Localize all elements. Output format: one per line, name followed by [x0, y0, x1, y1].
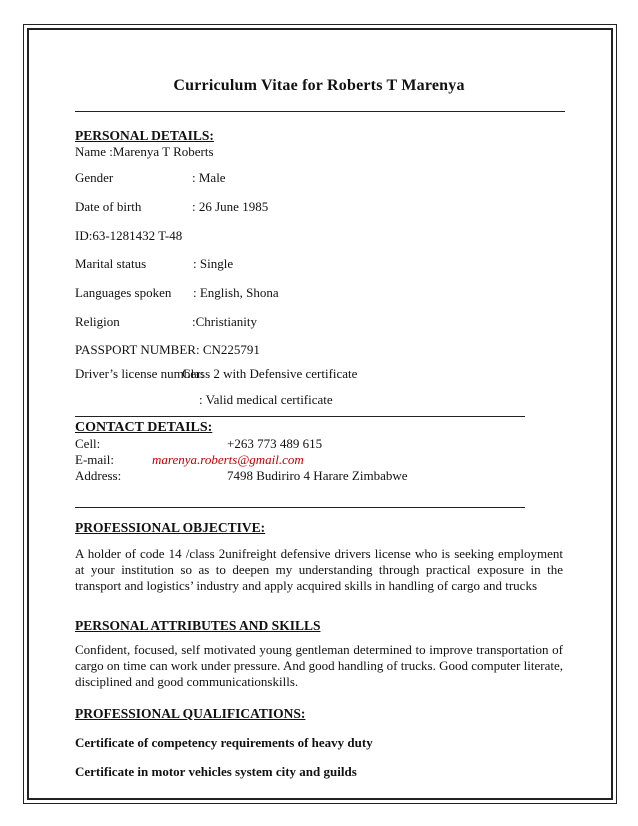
email-label: E-mail: — [75, 452, 114, 467]
personal-divider — [75, 416, 525, 417]
religion-label: Religion — [75, 314, 120, 329]
marital-value: : Single — [193, 256, 234, 271]
address-value: 7498 Budiriro 4 Harare Zimbabwe — [227, 468, 408, 483]
religion-value: :Christianity — [192, 314, 257, 329]
objective-heading: PROFESSIONAL OBJECTIVE: — [75, 520, 266, 535]
qualification-item: Certificate in motor vehicles system city and guilds — [75, 764, 357, 779]
license-label: Driver’s license number: — [75, 366, 204, 381]
cell-label: Cell: — [75, 436, 101, 451]
gender-label: Gender — [75, 170, 114, 185]
objective-text: A holder of code 14 /class 2unifreight defensive drivers license who is seeking employment at your institution so as to deepen my understanding through practical exposure in the transport and logistics’ industry and apply acquired skills in handling of cargo and trucks — [75, 546, 563, 593]
dob-value: : 26 June 1985 — [192, 199, 269, 214]
license-value-medical: : Valid medical certificate — [199, 392, 333, 407]
attributes-heading: PERSONAL ATTRIBUTES AND SKILLS — [75, 618, 321, 633]
title-divider — [75, 111, 565, 112]
document-title: Curriculum Vitae for Roberts T Marenya — [173, 77, 465, 94]
languages-value: : English, Shona — [193, 285, 279, 300]
gender-value: : Male — [192, 170, 226, 185]
dob-label: Date of birth — [75, 199, 142, 214]
languages-label: Languages spoken — [75, 285, 172, 300]
attributes-text: Confident, focused, self motivated young gentleman determined to improve transportation of cargo on time can work under pressure. And good handling of trucks. Good computer literate, disciplined and good communicationskills. — [75, 642, 563, 689]
contact-divider — [75, 507, 525, 508]
name-line: Name :Marenya T Roberts — [75, 144, 214, 159]
address-label: Address: — [75, 468, 122, 483]
passport-line: PASSPORT NUMBER: CN225791 — [75, 342, 260, 357]
id-line: ID:63-1281432 T-48 — [75, 228, 183, 243]
qualification-item: Certificate of competency requirements of heavy duty — [75, 735, 373, 750]
contact-details-heading: CONTACT DETAILS: — [75, 420, 213, 435]
personal-details-heading: PERSONAL DETAILS: — [75, 128, 214, 143]
qualifications-heading: PROFESSIONAL QUALIFICATIONS: — [75, 706, 306, 721]
license-value: Class 2 with Defensive certificate — [182, 366, 358, 381]
marital-label: Marital status — [75, 256, 147, 271]
cell-value: +263 773 489 615 — [227, 436, 323, 451]
email-link[interactable]: marenya.roberts@gmail.com — [152, 452, 304, 467]
